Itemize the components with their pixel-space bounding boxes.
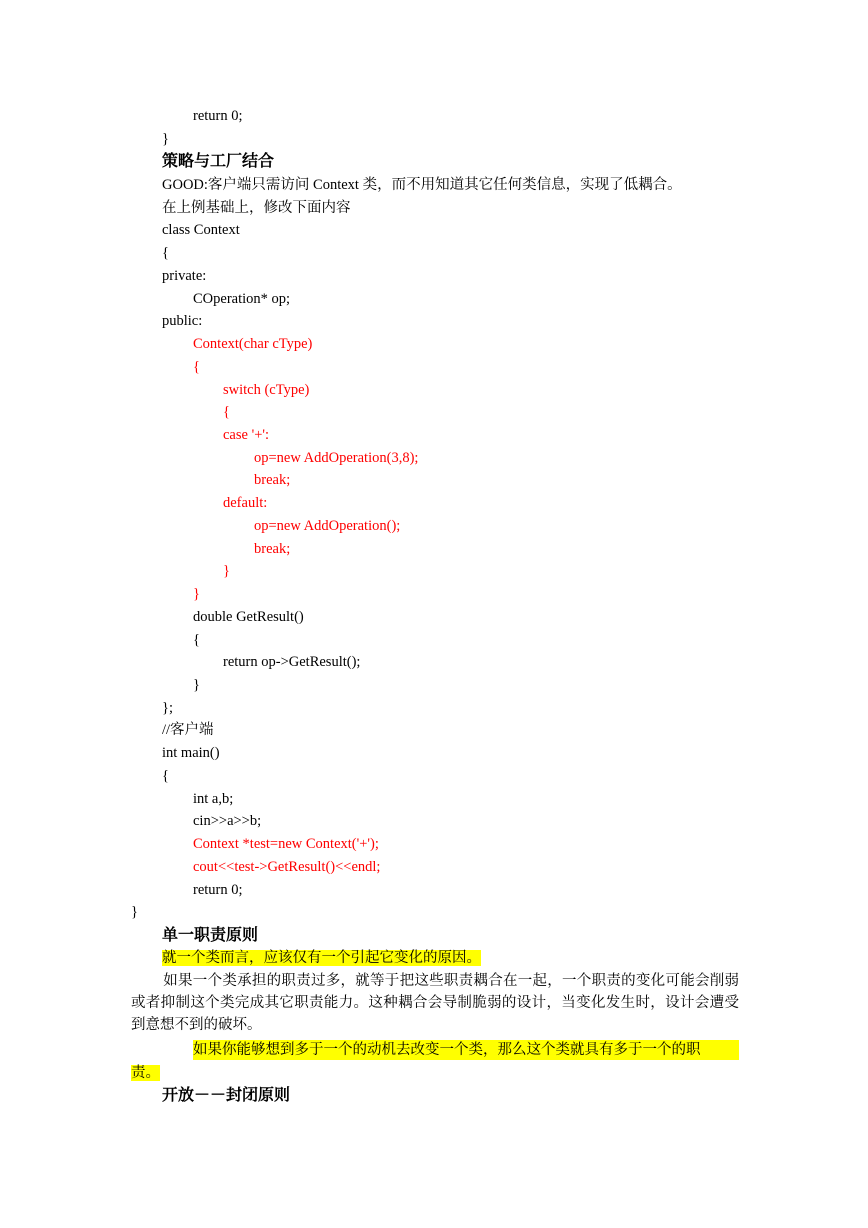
code-comment: //客户端: [162, 722, 214, 738]
srp-tip-line-1: [131, 1040, 739, 1060]
code-line-highlighted: case '+':: [223, 427, 270, 443]
srp-tip-highlight-2: 责。: [131, 1065, 160, 1081]
code-line-highlighted: op=new AddOperation(3,8);: [254, 450, 419, 466]
code-line-highlighted: {: [193, 359, 200, 375]
srp-definition-highlight: 就一个类而言，应该仅有一个引起它变化的原因。: [162, 950, 481, 966]
code-line: COperation* op;: [193, 291, 291, 307]
code-line-highlighted: break;: [254, 472, 291, 488]
code-line: int a,b;: [193, 791, 234, 807]
code-line: cin>>a>>b;: [193, 813, 262, 829]
srp-explanation-text: 如果一个类承担的职责过多，就等于把这些职责耦合在一起，一个职责的变化可能会削弱或者抑制这个类完成其它职责能力。这种耦合会导制脆弱的设计，当变化发生时，设计会遭受到意想不到的破坏。: [131, 973, 739, 1033]
code-line: return op->GetResult();: [223, 654, 361, 670]
intro-text: 在上例基础上，修改下面内容: [162, 200, 351, 216]
code-line-highlighted: cout<<test->GetResult()<<endl;: [193, 859, 381, 875]
code-line: int main(): [162, 745, 220, 761]
code-line: private:: [162, 268, 207, 284]
code-line: }: [193, 677, 200, 693]
srp-tip-line-2: [131, 1063, 160, 1083]
code-line: {: [193, 632, 200, 648]
heading-open-closed: 开放－－封闭原则: [162, 1085, 291, 1104]
code-close-brace: }: [162, 131, 169, 147]
code-line: public:: [162, 313, 203, 329]
code-line: {: [162, 768, 169, 784]
code-line-highlighted: {: [223, 404, 230, 420]
code-line-highlighted: }: [193, 586, 200, 602]
code-line: {: [162, 245, 169, 261]
srp-tip-highlight-1: 如果你能够想到多于一个的动机去改变一个类，那么这个类就具有多于一个的职: [193, 1040, 739, 1060]
code-line-highlighted: Context(char cType): [193, 336, 313, 352]
srp-explanation: [131, 970, 739, 1036]
code-line: };: [162, 700, 173, 716]
code-line: class Context: [162, 222, 240, 238]
srp-definition: [162, 948, 481, 968]
code-line-highlighted: default:: [223, 495, 268, 511]
code-line-highlighted: }: [223, 563, 230, 579]
heading-strategy-factory: 策略与工厂结合: [162, 151, 275, 170]
code-line-highlighted: op=new AddOperation();: [254, 518, 401, 534]
heading-single-responsibility: 单一职责原则: [162, 925, 259, 944]
code-line-highlighted: break;: [254, 541, 291, 557]
code-return-line: return 0;: [193, 108, 243, 124]
code-line: return 0;: [193, 882, 243, 898]
good-note: GOOD:客户端只需访问 Context 类，而不用知道其它任何类信息，实现了低耦合。: [162, 177, 682, 193]
code-line: }: [131, 904, 138, 920]
code-line-highlighted: switch (cType): [223, 382, 310, 398]
code-line: double GetResult(): [193, 609, 304, 625]
code-line-highlighted: Context *test=new Context('+');: [193, 836, 379, 852]
